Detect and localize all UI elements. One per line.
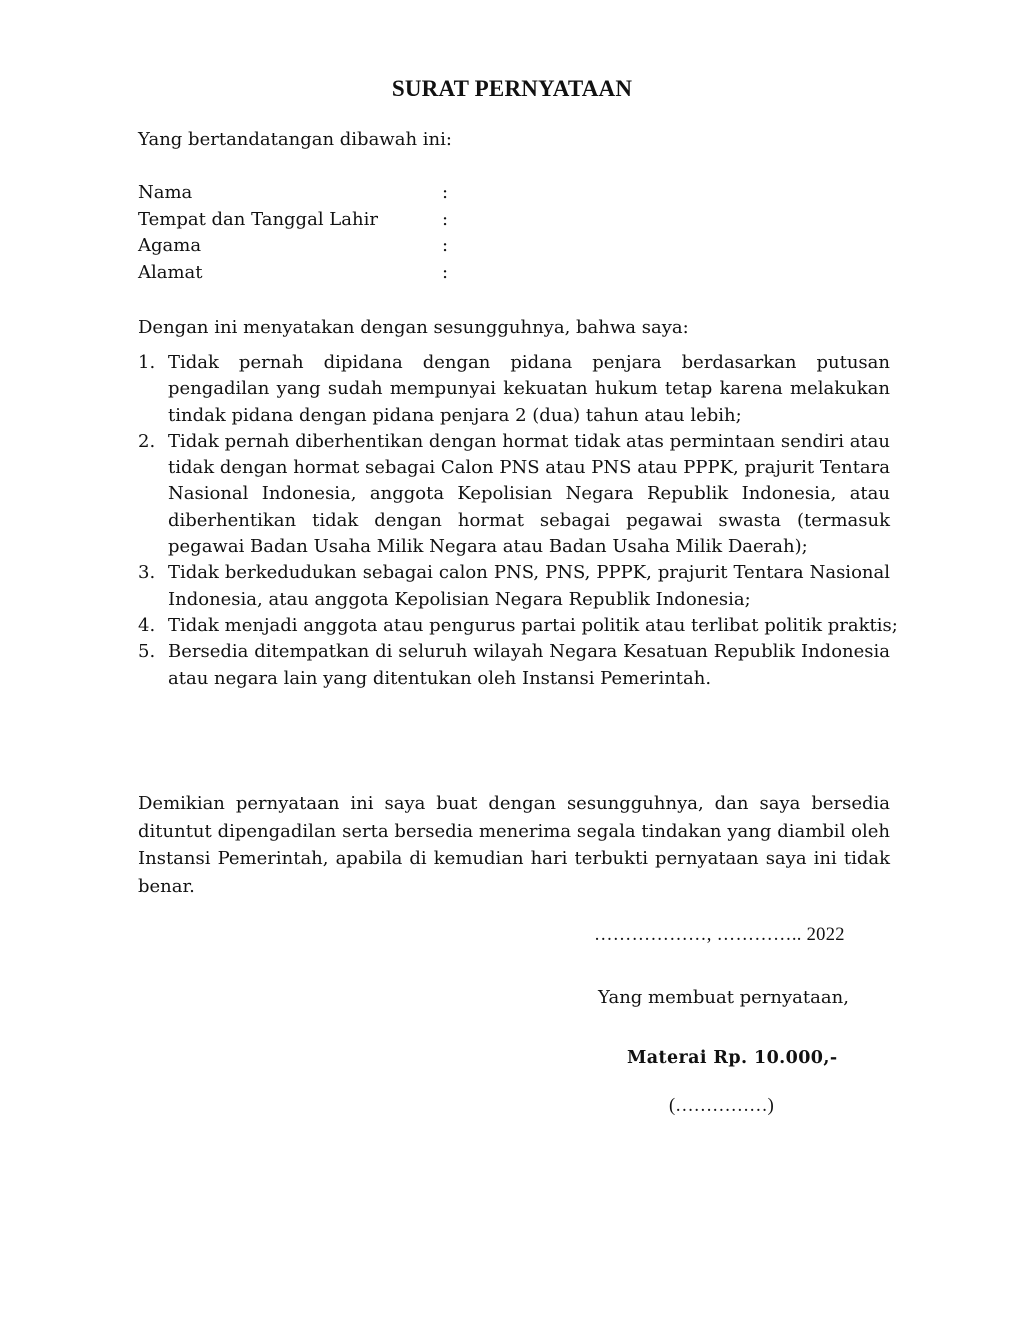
list-number: 1. (138, 352, 156, 373)
list-text: Tidak menjadi anggota atau pengurus partai politik atau terlibat politik praktis; (168, 614, 898, 636)
field-colon: : (442, 235, 449, 256)
list-item (138, 560, 890, 613)
field-colon: : (442, 208, 449, 230)
list-item (138, 350, 890, 429)
field-row-name (138, 180, 558, 207)
date-line: ………………, ………….. 2022 (594, 925, 845, 945)
statement-list (138, 350, 898, 692)
stamp-label: Materai Rp. 10.000,- (627, 1048, 838, 1068)
field-label: Nama (138, 182, 193, 203)
field-colon: : (442, 261, 449, 283)
field-row-address (138, 260, 558, 287)
field-row-birth (138, 207, 558, 234)
list-item (138, 613, 906, 639)
list-text: Bersedia ditempatkan di seluruh wilayah Negara Kesatuan Republik Indonesia atau negara lain yang ditentukan oleh Instansi Pemerintah. (168, 641, 890, 689)
list-text: Tidak berkedudukan sebagai calon PNS, PNS, PPPK, prajurit Tentara Nasional Indonesia, atau anggota Kepolisian Negara Republik Indonesia; (168, 562, 890, 610)
field-label: Tempat dan Tanggal Lahir (138, 208, 378, 230)
list-text: Tidak pernah dipidana dengan pidana penjara berdasarkan putusan pengadilan yang sudah mempunyai kekuatan hukum tetap karena melakukan tindak pidana dengan pidana penjara 2 (dua) tahun atau lebih; (168, 352, 890, 426)
signature-placeholder: (……………) (669, 1096, 774, 1116)
maker-label: Yang membuat pernyataan, (598, 987, 849, 1008)
list-number: 5. (138, 641, 156, 663)
list-item (138, 639, 890, 692)
statement-text: Dengan ini menyatakan dengan sesungguhnya, bahwa saya: (138, 317, 689, 338)
list-number: 3. (138, 562, 156, 584)
list-text: Tidak pernah diberhentikan dengan hormat tidak atas permintaan sendiri atau tidak dengan hormat sebagai Calon PNS atau PNS atau PPPK, prajurit Tentara Nasional Indonesia, anggota Kepolisian Negara Republik Indonesia, atau diberhentikan tidak dengan hormat sebagai pegawai swasta (termasuk pegawai Badan Usaha Milik Negara atau Badan Usaha Milik Daerah); (168, 430, 890, 558)
field-label: Agama (138, 235, 202, 256)
closing-paragraph: Demikian pernyataan ini saya buat dengan sesungguhnya, dan saya bersedia dituntut dipengadilan serta bersedia menerima segala tindakan yang diambil oleh Instansi Pemerintah, apabila di kemudian hari terbukti pernyataan saya ini tidak benar. (138, 793, 890, 897)
field-row-religion (138, 233, 558, 260)
list-number: 4. (138, 614, 156, 636)
list-number: 2. (138, 430, 156, 452)
identity-fields (138, 180, 558, 286)
list-item (138, 429, 890, 560)
intro-text: Yang bertandatangan dibawah ini: (138, 129, 452, 150)
document-title: SURAT PERNYATAAN (391, 76, 633, 101)
field-colon: : (442, 182, 449, 203)
field-label: Alamat (138, 261, 203, 283)
